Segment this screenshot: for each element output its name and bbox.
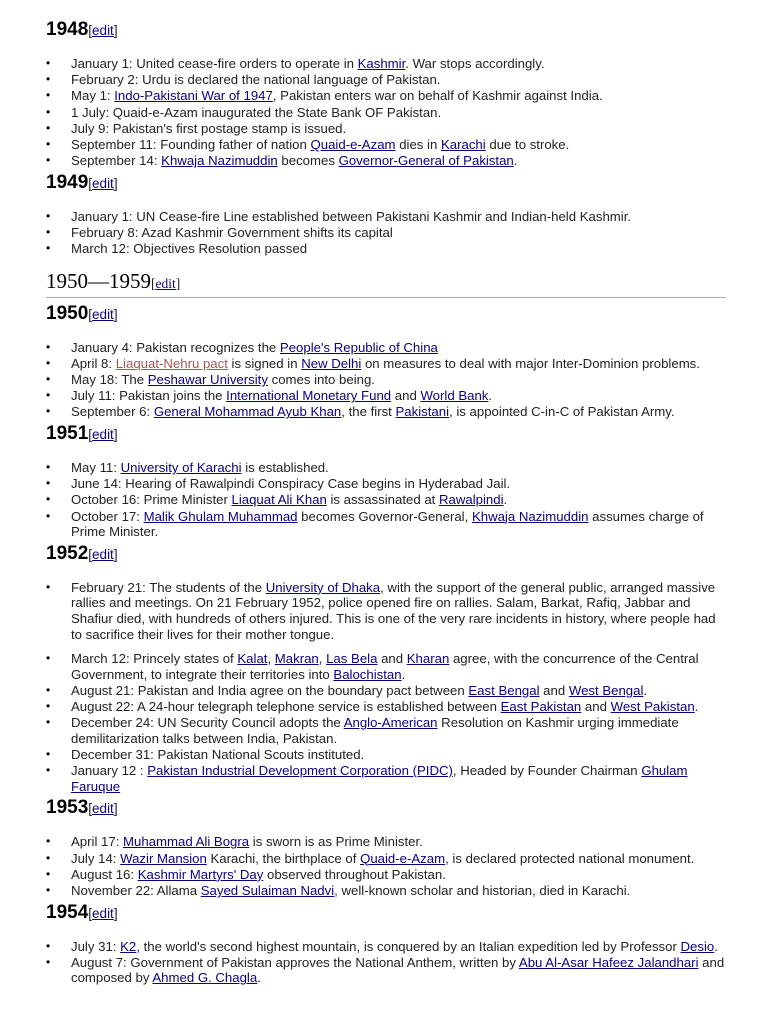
edit-section-link: [edit]	[151, 275, 181, 291]
event-text: August 16:	[71, 866, 138, 882]
year-heading-1953	[46, 796, 726, 820]
edit-link[interactable]: edit	[92, 905, 114, 921]
event-text: July 11: Pakistan joins the	[71, 388, 227, 404]
event-item	[46, 683, 726, 699]
event-text: .	[503, 492, 508, 508]
wiki-link-liaquat-ali-khan[interactable]: Liaquat Ali Khan	[231, 492, 327, 508]
event-text: , the world's second highest mountain, is conquered by an Italian expedition led by Professor	[136, 938, 681, 954]
event-text: May 18: The	[71, 372, 148, 388]
wiki-link-las-bela[interactable]: Las Bela	[326, 651, 378, 667]
event-text: is established.	[241, 460, 329, 476]
wiki-link-university-of-karachi[interactable]: University of Karachi	[120, 460, 242, 476]
wiki-link-kharan[interactable]: Kharan	[406, 651, 450, 667]
event-text: December 31: Pakistan National Scouts instituted.	[71, 747, 365, 763]
event-text: , the first	[341, 404, 396, 420]
heading-title: 1948	[46, 19, 89, 40]
event-text: May 1:	[71, 88, 115, 104]
event-item	[46, 763, 726, 794]
event-text: January 12 :	[71, 763, 148, 779]
event-text: June 14: Hearing of Rawalpindi Conspiracy Case begins in Hyderabad Jail.	[71, 476, 511, 492]
event-text: is signed in	[227, 355, 302, 371]
event-text: , Pakistan enters war on behalf of Kashmir against India.	[272, 88, 603, 104]
edit-link[interactable]: edit	[92, 23, 114, 38]
wiki-link-rawalpindi[interactable]: Rawalpindi	[438, 492, 504, 508]
edit-link[interactable]: edit	[92, 175, 114, 191]
event-text: Resolution on Kashmir urging immediate demilitarization talks between India, Pakistan.	[71, 715, 679, 746]
event-item	[46, 340, 726, 356]
event-text: , with the support of the general public, arranged massive rallies and meetings. On 21 February 1952, police opened fire on rallies. Salam, Barkat, Rafiq, Jabbar and Shafiur died, with hundreds of others injured. This is one of the very rare incidents in history, where people had to sacrifice their lives for their mother tongue.	[71, 579, 716, 642]
event-item	[46, 509, 726, 540]
event-text: and	[391, 388, 421, 404]
heading-title: 1950	[46, 302, 89, 324]
event-item	[46, 492, 726, 508]
event-item	[46, 651, 726, 682]
event-text: ,	[318, 651, 327, 667]
edit-link[interactable]: edit	[92, 546, 114, 562]
event-list	[46, 209, 726, 257]
event-item	[46, 225, 726, 241]
wiki-link-ahmed-g-chagla[interactable]: Ahmed G. Chagla	[152, 970, 258, 986]
event-text: September 11: Founding father of nation	[71, 136, 311, 152]
edit-link[interactable]: edit	[155, 275, 176, 291]
event-text: September 6:	[71, 404, 154, 420]
event-list	[46, 580, 726, 795]
event-item	[46, 137, 726, 153]
event-list	[46, 939, 726, 986]
wiki-link-general-mohammad-ayub-khan[interactable]: General Mohammad Ayub Khan	[153, 404, 342, 420]
event-item	[46, 241, 726, 257]
event-list	[46, 56, 726, 169]
event-text: , is declared protected national monument.	[445, 850, 695, 866]
event-text: Karachi, the birthplace of	[206, 850, 361, 866]
event-text: on measures to deal with major Inter-Dominion problems.	[361, 355, 700, 371]
event-item	[46, 388, 726, 404]
event-text: July 9: Pakistan's first postage stamp is issued.	[71, 120, 347, 136]
event-item	[46, 460, 726, 476]
wiki-link-quaid-e-azam[interactable]: Quaid-e-Azam	[360, 850, 446, 866]
wiki-link-sayed-sulaiman-nadvi[interactable]: Sayed Sulaiman Nadvi	[200, 883, 335, 899]
event-item	[46, 105, 726, 121]
event-text: becomes Governor-General,	[297, 508, 472, 524]
event-text: agree, with the concurrence of the Central Government, to integrate their territories into	[71, 651, 699, 682]
event-text: and	[539, 682, 569, 698]
wiki-link-west-bengal[interactable]: West Bengal	[568, 682, 644, 698]
wiki-link-east-bengal[interactable]: East Bengal	[468, 682, 540, 698]
wiki-link-balochistan[interactable]: Balochistan	[333, 666, 402, 682]
heading-title: 1951	[46, 423, 89, 445]
event-text: 1 July: Quaid-e-Azam inaugurated the State Bank OF Pakistan.	[71, 104, 442, 120]
wiki-link-new-delhi[interactable]: New Delhi	[301, 355, 362, 371]
wiki-link-quaid-e-azam[interactable]: Quaid-e-Azam	[310, 136, 396, 152]
wiki-link-wazir-mansion[interactable]: Wazir Mansion	[120, 850, 207, 866]
wiki-link-khwaja-nazimuddin[interactable]: Khwaja Nazimuddin	[161, 153, 278, 169]
event-text: September 14:	[71, 153, 162, 169]
event-item	[46, 153, 726, 169]
edit-link[interactable]: edit	[92, 801, 114, 817]
event-item	[46, 88, 726, 104]
event-text: is sworn is as Prime Minister.	[249, 834, 423, 850]
event-text: October 17:	[71, 508, 144, 524]
event-list	[46, 340, 726, 420]
heading-title: 1954	[46, 901, 89, 923]
edit-section-link: [edit]	[88, 23, 118, 38]
event-text: ,	[267, 651, 275, 667]
event-item	[46, 747, 726, 763]
wiki-link-anglo-american[interactable]: Anglo-American	[343, 715, 438, 731]
event-item	[46, 883, 726, 899]
event-text: .	[694, 699, 699, 715]
event-text: . War stops accordingly.	[405, 56, 545, 71]
edit-section-link: [edit]	[88, 546, 118, 562]
event-text: is assassinated at	[326, 492, 439, 508]
event-item	[46, 404, 726, 420]
wiki-link-muhammad-ali-bogra[interactable]: Muhammad Ali Bogra	[123, 834, 250, 850]
event-text: August 22: A 24-hour telegraph telephone service is established between	[71, 699, 501, 715]
event-text: August 7: Government of Pakistan approves the National Anthem, written by	[71, 954, 519, 970]
event-text: January 1: United cease-fire orders to operate in	[71, 56, 358, 71]
event-text: and composed by	[71, 954, 725, 986]
wiki-link-abu-al-asar-hafeez-jalandhari[interactable]: Abu Al-Asar Hafeez Jalandhari	[518, 954, 699, 970]
event-text: .	[401, 666, 406, 682]
event-text: March 12: Objectives Resolution passed	[71, 241, 308, 257]
event-item	[46, 56, 726, 72]
heading-title: 1950—1959	[46, 268, 151, 293]
wiki-link-kashmir-martyrs-day[interactable]: Kashmir Martyrs' Day	[137, 866, 264, 882]
event-text: July 31:	[71, 938, 121, 954]
year-heading-1948	[46, 18, 726, 42]
event-item	[46, 476, 726, 492]
event-item	[46, 72, 726, 88]
edit-section-link: [edit]	[88, 306, 118, 322]
event-text: observed throughout Pakistan.	[263, 866, 446, 882]
event-text: .	[513, 153, 518, 169]
wiki-link-karachi[interactable]: Karachi	[440, 136, 486, 152]
wiki-link-k2[interactable]: K2	[120, 938, 137, 954]
event-text: November 22: Allama	[71, 883, 201, 899]
event-text: April 17:	[71, 834, 124, 850]
event-item	[46, 372, 726, 388]
year-heading-1950	[46, 302, 726, 326]
decade-heading-1950-1959	[46, 269, 726, 298]
wiki-link-kalat[interactable]: Kalat	[237, 651, 268, 667]
event-item	[46, 356, 726, 372]
year-heading-1954	[46, 901, 726, 925]
event-text: assumes charge of Prime Minister.	[71, 508, 704, 540]
event-text: January 4: Pakistan recognizes the	[71, 339, 280, 355]
wiki-link-liaquat-nehru-pact[interactable]: Liaquat-Nehru pact	[115, 355, 228, 371]
edit-section-link: [edit]	[88, 175, 118, 191]
event-text: October 16: Prime Minister	[71, 492, 232, 508]
event-item	[46, 121, 726, 137]
event-text: May 11:	[71, 460, 121, 476]
wiki-link-desio[interactable]: Desio	[680, 938, 715, 954]
wiki-link-pakistan-industrial-development-corporation-pidc[interactable]: Pakistan Industrial Development Corporation (PIDC)	[147, 763, 453, 779]
event-text: due to stroke.	[485, 136, 570, 152]
heading-title: 1949	[46, 171, 89, 193]
event-item	[46, 580, 726, 642]
edit-section-link: [edit]	[88, 905, 118, 921]
year-heading-1949	[46, 171, 726, 195]
event-text: December 24: UN Security Council adopts the	[71, 715, 344, 731]
wiki-link-governor-general-of-pakistan[interactable]: Governor-General of Pakistan	[338, 153, 514, 169]
wiki-link-pakistani[interactable]: Pakistani	[395, 404, 450, 420]
event-list	[46, 460, 726, 540]
edit-section-link: [edit]	[88, 427, 118, 443]
event-text: March 12: Princely states of	[71, 651, 238, 667]
event-text: comes into being.	[267, 372, 375, 388]
event-text: February 8: Azad Kashmir Government shifts its capital	[71, 224, 393, 240]
wiki-link-east-pakistan[interactable]: East Pakistan	[500, 699, 582, 715]
event-text: .	[488, 388, 493, 404]
event-item	[46, 867, 726, 883]
heading-title: 1952	[46, 542, 89, 564]
event-text: February 21: The students of the	[71, 579, 266, 595]
event-list	[46, 834, 726, 898]
event-text: , well-known scholar and historian, died in Karachi.	[334, 883, 631, 899]
event-item	[46, 699, 726, 715]
heading-title: 1953	[46, 797, 89, 819]
event-text: August 21: Pakistan and India agree on the boundary pact between	[71, 682, 469, 698]
event-item	[46, 851, 726, 867]
year-heading-1952	[46, 542, 726, 566]
wiki-link-peshawar-university[interactable]: Peshawar University	[147, 372, 268, 388]
wiki-link-kashmir[interactable]: Kashmir	[357, 56, 406, 71]
event-item	[46, 715, 726, 746]
event-text: April 8:	[71, 355, 116, 371]
wiki-link-world-bank[interactable]: World Bank	[420, 388, 489, 404]
wiki-link-ghulam-faruque[interactable]: Ghulam Faruque	[71, 763, 688, 794]
edit-section-link: [edit]	[88, 801, 118, 817]
edit-link[interactable]: edit	[92, 427, 114, 443]
event-item	[46, 939, 726, 955]
wiki-link-west-pakistan[interactable]: West Pakistan	[610, 699, 695, 715]
event-text: , Headed by Founder Chairman	[452, 763, 642, 779]
event-text: January 1: UN Cease-fire Line established between Pakistani Kashmir and Indian-held Kashmir.	[71, 208, 632, 224]
wiki-link-makran[interactable]: Makran	[274, 651, 319, 667]
wiki-link-university-of-dhaka[interactable]: University of Dhaka	[265, 579, 381, 595]
event-item	[46, 834, 726, 850]
event-text: dies in	[395, 136, 441, 152]
wiki-link-indo-pakistani-war-of-1947[interactable]: Indo-Pakistani War of 1947	[114, 88, 273, 104]
wiki-link-malik-ghulam-muhammad[interactable]: Malik Ghulam Muhammad	[143, 508, 298, 524]
event-text: .	[643, 682, 648, 698]
event-text: becomes	[277, 153, 339, 169]
event-text: February 2: Urdu is declared the national language of Pakistan.	[71, 72, 441, 88]
event-text: , is appointed C-in-C of Pakistan Army.	[449, 404, 675, 420]
event-item	[46, 209, 726, 225]
event-text: .	[257, 970, 261, 986]
event-text: July 14:	[71, 850, 121, 866]
event-item	[46, 955, 726, 986]
event-text: and	[581, 699, 611, 715]
wiki-link-khwaja-nazimuddin[interactable]: Khwaja Nazimuddin	[471, 508, 589, 524]
event-text: .	[714, 938, 718, 954]
event-text: and	[377, 651, 407, 667]
wiki-link-people-s-republic-of-china[interactable]: People's Republic of China	[279, 339, 438, 355]
wiki-link-international-monetary-fund[interactable]: International Monetary Fund	[226, 388, 392, 404]
year-heading-1951	[46, 422, 726, 446]
article-body	[46, 18, 726, 988]
edit-link[interactable]: edit	[92, 306, 114, 322]
